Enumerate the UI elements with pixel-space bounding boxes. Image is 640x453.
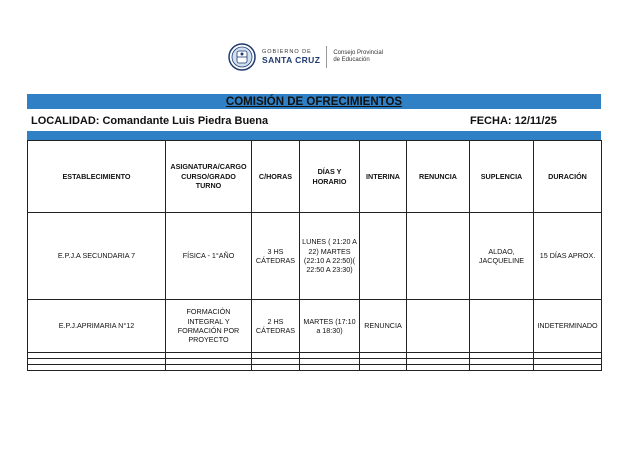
table-cell: MARTES (17:10 a 18:30): [300, 300, 360, 353]
empty-cell: [300, 365, 360, 371]
blue-divider-strip: [27, 131, 601, 140]
table-cell: 15 DÍAS APROX.: [534, 213, 602, 300]
location-row: [27, 113, 601, 129]
table-cell: RENUNCIA: [360, 300, 407, 353]
council-line-1: Consejo Provincial: [333, 50, 384, 57]
column-header: ESTABLECIMIENTO: [28, 141, 166, 213]
empty-cell: [28, 365, 166, 371]
empty-cell: [252, 365, 300, 371]
column-header: DÍAS Y HORARIO: [300, 141, 360, 213]
page-title: COMISIÓN DE OFRECIMIENTOS: [225, 95, 403, 108]
table-cell: E.P.J.APRIMARIA N°12: [28, 300, 166, 353]
table-row: [28, 213, 602, 300]
government-prefix: GOBIERNO DE: [262, 48, 312, 55]
council-line-2: de Educación: [333, 57, 370, 63]
column-header: INTERINA: [360, 141, 407, 213]
localidad-label: LOCALIDAD: Comandante Luis Piedra Buena: [31, 115, 269, 127]
header-divider: [326, 46, 327, 68]
government-name: [262, 50, 320, 65]
table-cell: [360, 213, 407, 300]
column-header: RENUNCIA: [407, 141, 470, 213]
council-name: [333, 50, 383, 64]
empty-cell: [360, 365, 407, 371]
empty-cell: [407, 365, 470, 371]
fecha-label: FECHA: 12/11/25: [470, 115, 557, 127]
table-row: [28, 300, 602, 353]
title-bar: [27, 94, 601, 109]
column-header: SUPLENCIA: [470, 141, 534, 213]
table-cell: FÍSICA - 1°AÑO: [166, 213, 252, 300]
column-header: ASIGNATURA/CARGO CURSO/GRADO TURNO: [166, 141, 252, 213]
table-cell: ALDAO, JACQUELINE: [470, 213, 534, 300]
table-cell: FORMACIÓN INTEGRAL Y FORMACIÓN POR PROYECTO: [166, 300, 252, 353]
table-cell: [407, 300, 470, 353]
table-cell: 2 HS CÁTEDRAS: [252, 300, 300, 353]
table-cell: LUNES ( 21:20 A 22) MARTES (22:10 A 22:50)( 22:50 A 23:30): [300, 213, 360, 300]
province-name: SANTA CRUZ: [262, 55, 321, 65]
offers-table: [27, 140, 602, 371]
empty-row: [28, 365, 602, 371]
empty-cell: [166, 365, 252, 371]
government-header: [228, 40, 398, 74]
column-header: C/HORAS: [252, 141, 300, 213]
empty-cell: [470, 365, 534, 371]
table-cell: [407, 213, 470, 300]
province-seal-icon: [228, 43, 256, 71]
table-cell: [470, 300, 534, 353]
table-cell: INDETERMINADO: [534, 300, 602, 353]
empty-cell: [534, 365, 602, 371]
column-header: DURACIÓN: [534, 141, 602, 213]
table-header-row: [28, 141, 602, 213]
table-cell: 3 HS CÁTEDRAS: [252, 213, 300, 300]
table-cell: E.P.J.A SECUNDARIA 7: [28, 213, 166, 300]
